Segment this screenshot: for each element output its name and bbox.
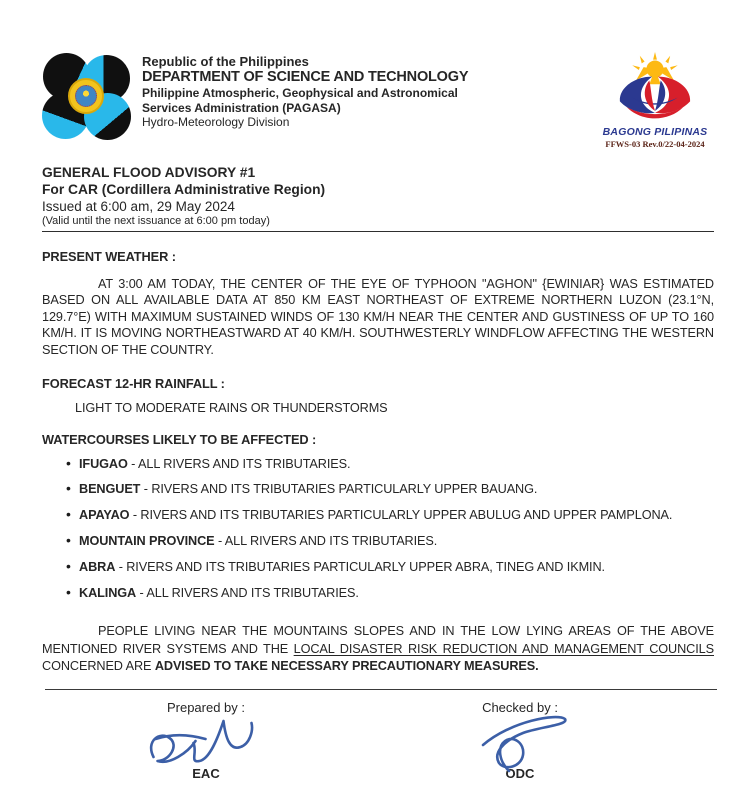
precaution-text: PEOPLE LIVING NEAR THE MOUNTAINS SLOPES AND IN THE LOW LYING AREAS OF THE ABOVE MENTIONED RIVER SYSTEMS AND THE bbox=[42, 624, 714, 656]
province-name: KALINGA bbox=[79, 586, 137, 601]
province-detail: - ALL RIVERS AND ITS TRIBUTARIES. bbox=[127, 456, 351, 471]
forecast-body: LIGHT TO MODERATE RAINS OR THUNDERSTORMS bbox=[75, 400, 388, 415]
validity-note: (Valid until the next issuance at 6:00 pm today) bbox=[42, 215, 270, 228]
watercourse-item bbox=[42, 481, 714, 497]
division-line: Hydro-Meteorology Division bbox=[142, 114, 290, 129]
pagasa-seal-icon bbox=[68, 78, 104, 114]
advisory-title: GENERAL FLOOD ADVISORY #1 bbox=[42, 165, 256, 180]
bagong-pilipinas-logo bbox=[596, 52, 714, 149]
precaution-emphasis: ADVISED TO TAKE NECESSARY PRECAUTIONARY MEASURES. bbox=[154, 658, 539, 673]
province-detail: - RIVERS AND ITS TRIBUTARIES PARTICULARLY UPPER BAUANG. bbox=[140, 482, 538, 497]
watercourse-item bbox=[42, 559, 714, 575]
watercourse-item bbox=[42, 585, 714, 601]
province-detail: - ALL RIVERS AND ITS TRIBUTARIES. bbox=[214, 534, 438, 549]
watercourses-heading: WATERCOURSES LIKELY TO BE AFFECTED : bbox=[42, 431, 317, 447]
province-detail: - RIVERS AND ITS TRIBUTARIES PARTICULARLY UPPER ABULUG AND UPPER PAMPLONA. bbox=[129, 508, 673, 523]
watercourse-item bbox=[42, 456, 714, 472]
pagasa-seal-center bbox=[75, 85, 97, 107]
issued-datetime: Issued at 6:00 am, 29 May 2024 bbox=[42, 198, 235, 214]
bagong-pilipinas-wordmark: BAGONG PILIPINAS bbox=[602, 126, 708, 138]
signature-separator-line bbox=[45, 689, 717, 690]
province-name: APAYAO bbox=[79, 508, 130, 523]
odc-signature-image bbox=[435, 711, 605, 769]
watercourse-item bbox=[42, 507, 714, 523]
prepared-by-label: Prepared by : bbox=[166, 700, 246, 716]
province-detail: - ALL RIVERS AND ITS TRIBUTARIES. bbox=[136, 586, 359, 601]
prepared-by-initials: EAC bbox=[192, 766, 220, 782]
province-name: MOUNTAIN PROVINCE bbox=[79, 534, 215, 549]
present-weather-paragraph: AT 3:00 AM TODAY, THE CENTER OF THE EYE OF TYPHOON "AGHON" {EWINIAR} WAS ESTIMATED BASED ON ALL AVAILABLE DATA AT 850 KM EAST NORTHEAST OF EXTREME NORTHERN LUZON (23.1°N, 129.7°E) WITH MAXIMUM SUSTAINED WINDS OF 130 KM/H NEAR THE CENTER AND GUSTINESS OF UP TO 160 KM/H. IT IS MOVING NORTHEASTWARD AT 40 KM/H. SOUTHWESTERLY WINDFLOW AFFECTING THE WESTERN SECTION OF THE COUNTRY. bbox=[42, 276, 714, 357]
province-name: IFUGAO bbox=[79, 456, 128, 471]
department-line: DEPARTMENT OF SCIENCE AND TECHNOLOGY bbox=[142, 69, 469, 86]
checked-by-label: Checked by : bbox=[482, 700, 558, 716]
agency-line-1: Philippine Atmospheric, Geophysical and Astronomical bbox=[142, 86, 458, 101]
bagong-pilipinas-emblem-icon bbox=[607, 52, 703, 126]
form-code: FFWS-03 Rev.0/22-04-2024 bbox=[605, 139, 705, 149]
checked-by-block bbox=[435, 700, 605, 781]
forecast-heading: FORECAST 12-HR RAINFALL : bbox=[42, 375, 225, 391]
underlined-councils-phrase: LOCAL DISASTER RISK REDUCTION AND MANAGEMENT COUNCILS bbox=[293, 641, 714, 656]
precaution-text: CONCERNED ARE bbox=[42, 658, 155, 673]
advisory-region: For CAR (Cordillera Administrative Region) bbox=[42, 181, 326, 197]
province-detail: - RIVERS AND ITS TRIBUTARIES PARTICULARLY UPPER ABRA, TINEG AND IKMIN. bbox=[115, 560, 605, 575]
checked-by-initials: ODC bbox=[505, 766, 535, 782]
present-weather-heading: PRESENT WEATHER : bbox=[42, 248, 176, 264]
eac-signature-image bbox=[115, 711, 297, 769]
province-name: ABRA bbox=[79, 560, 116, 575]
watercourse-item bbox=[42, 533, 714, 549]
agency-letterhead bbox=[142, 52, 468, 129]
watercourses-list bbox=[42, 456, 714, 602]
prepared-by-block bbox=[115, 700, 297, 781]
agency-line-2: Services Administration (PAGASA) bbox=[142, 100, 341, 115]
republic-line: Republic of the Philippines bbox=[142, 54, 309, 69]
document-header bbox=[42, 52, 714, 149]
precaution-paragraph bbox=[42, 623, 714, 675]
advisory-title-block bbox=[42, 165, 714, 232]
signature-row bbox=[42, 700, 714, 781]
province-name: BENGUET bbox=[79, 482, 141, 497]
pagasa-dost-logo-icon bbox=[42, 52, 130, 140]
